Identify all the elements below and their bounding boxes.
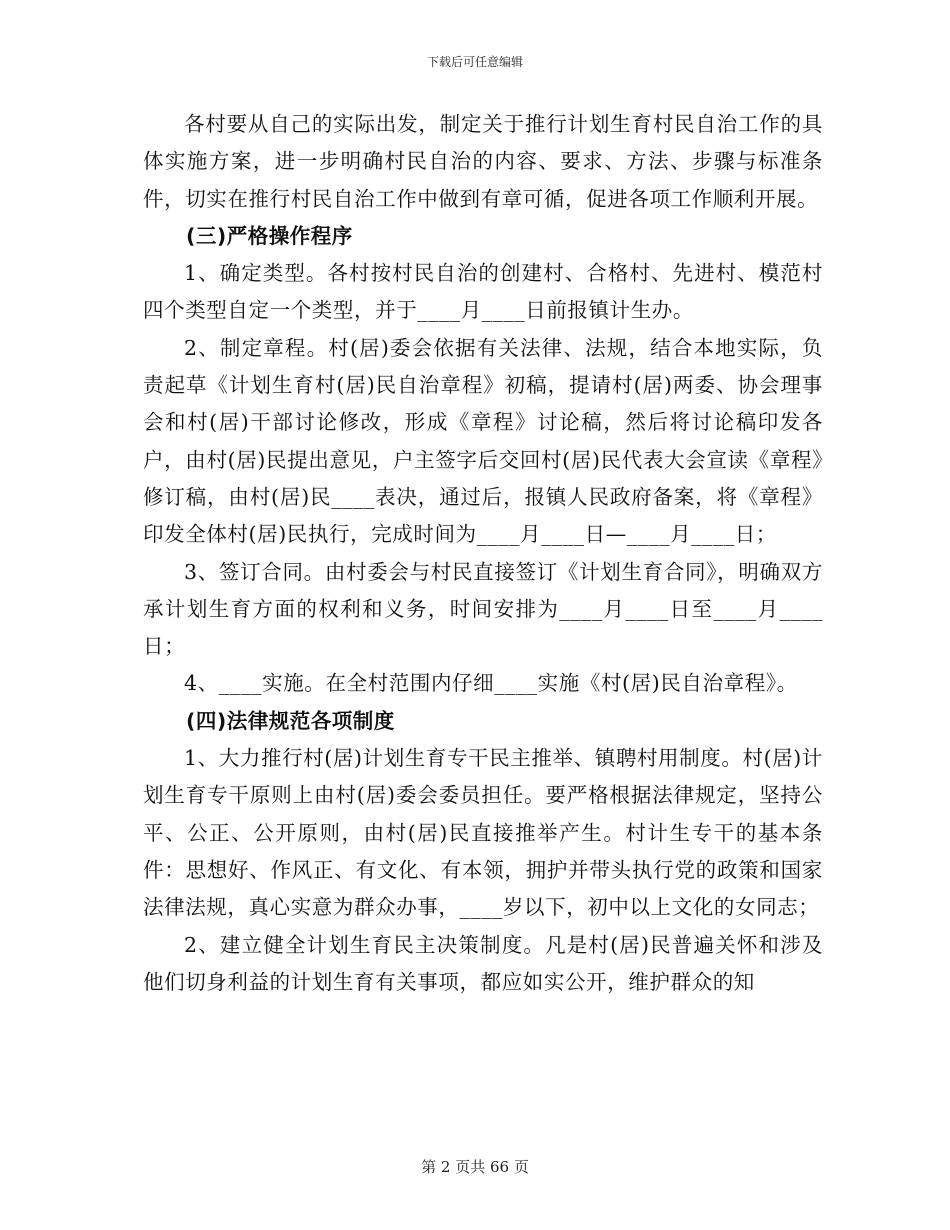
page-footer: 第 2 页共 66 页: [421, 1158, 529, 1176]
paragraph-rule-2: 2、建立健全计划生育民主决策制度。凡是村(居)民普遍关怀和涉及他们切身利益的计划生育有关事项，都应如实公开，维护群众的知: [143, 932, 823, 994]
section-heading-3: (三)严格操作程序: [186, 223, 353, 248]
paragraph-step-1: 1、确定类型。各村按村民自治的创建村、合格村、先进村、模范村四个类型自定一个类型，并于____月____日前报镇计生办。: [143, 261, 823, 323]
paragraph-intro: 各村要从自己的实际出发，制定关于推行计划生育村民自治工作的具体实施方案，进一步明确村民自治的内容、要求、方法、步骤与标准条件，切实在推行村民自治工作中做到有章可循，促进各项工作顺利开展。: [143, 112, 823, 211]
paragraph-rule-1: 1、大力推行村(居)计划生育专干民主推举、镇聘村用制度。村(居)计划生育专干原则上由村(居)委会委员担任。要严格根据法律规定，坚持公平、公正、公开原则，由村(居)民直接推举产生。村计生专干的基本条件：思想好、作风正、有文化、有本领，拥护并带头执行党的政策和国家法律法规，真心实意为群众办事，____岁以下，初中以上文化的女同志；: [143, 746, 823, 920]
paragraph-step-3: 3、签订合同。由村委会与村民直接签订《计划生育合同》，明确双方承计划生育方面的权利和义务，时间安排为____月____日至____月____日；: [143, 559, 823, 659]
section-heading-4: (四)法律规范各项制度: [186, 708, 395, 733]
paragraph-step-4: 4、____实施。在全村范围内仔细____实施《村(居)民自治章程》。: [184, 671, 798, 696]
paragraph-step-2: 2、制定章程。村(居)委会依据有关法律、法规，结合本地实际，负责起草《计划生育村(居)民自治章程》初稿，提请村(居)两委、协会理事会和村(居)干部讨论修改，形成《章程》讨论稿，然后将讨论稿印发各户，由村(居)民提出意见，户主签字后交回村(居)民代表大会宣读《章程》修订稿，由村(居)民____表决，通过后，报镇人民政府备案，将《章程》印发全体村(居)民执行，完成时间为____月____日—____月____日；: [143, 335, 823, 547]
page-header: 下载后可任意编辑: [426, 55, 523, 69]
document-body: [143, 106, 823, 1001]
